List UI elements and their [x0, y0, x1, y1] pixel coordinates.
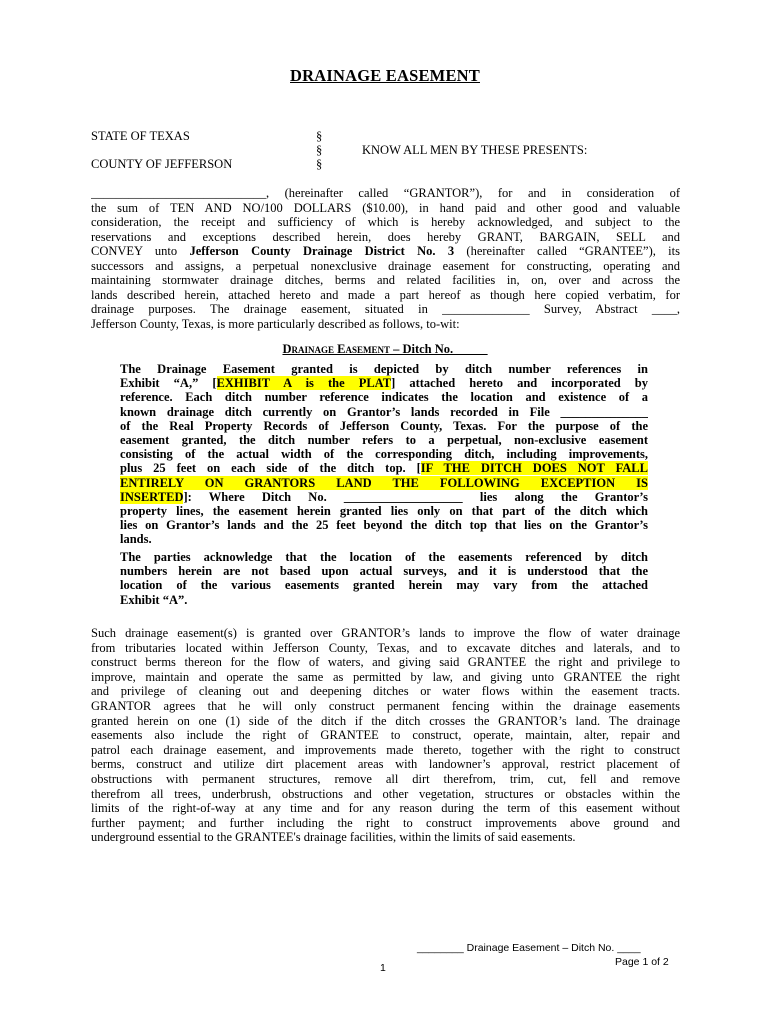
- text-line: and privilege of cleaning out and deepening ditches or water flows within the easement tracts.: [91, 684, 680, 699]
- text-line: successors and assigns, a perpetual nonexclusive drainage easement for constructing, operating and: [91, 258, 680, 273]
- document-title: DRAINAGE EASEMENT: [290, 66, 480, 85]
- text-line: of the Real Property Records of Jefferson County, Texas. For the purpose of the: [120, 418, 648, 433]
- text-line: the sum of TEN AND NO/100 DOLLARS ($10.00), in hand paid and other good and valuable: [91, 200, 680, 215]
- text-line: The Drainage Easement granted is depicted by ditch number references in: [120, 362, 648, 376]
- text-line: underground essential to the GRANTEE's drainage facilities, within the limits of said easements.: [91, 830, 576, 845]
- text-line: Jefferson County, Texas, is more particularly described as follows, to-wit:: [91, 316, 460, 331]
- text-line: construct berms thereon for the flow of waters, and giving said GRANTEE the right and privilege to: [91, 655, 680, 670]
- subheading-suffix: – Ditch No. _____: [389, 342, 488, 356]
- text-line: from tributaries located within Jefferson County, Texas, and to excavate ditches and laterals, and to: [91, 640, 680, 655]
- section-symbol: §: [316, 143, 323, 157]
- text-line: granted herein on one (1) side of the ditch if the ditch crosses the GRANTOR’s land. The drainage: [91, 713, 680, 728]
- exhibit-highlight: EXHIBIT A is the PLAT: [216, 376, 392, 391]
- text-line: drainage purposes. The drainage easement, situated in ______________ Survey, Abstract ____,: [91, 302, 680, 316]
- convey-unto: CONVEY unto: [91, 244, 190, 258]
- inserted-highlight: INSERTED: [120, 489, 184, 504]
- text-line: ____________________________, (hereinafter called “GRANTOR”), for and in consideration of: [91, 186, 680, 200]
- text-line: easement granted, the ditch number refers to a perpetual, non-exclusive easement: [120, 432, 648, 447]
- ditch-subheading: [0, 342, 770, 357]
- easement-terms-paragraph: [91, 626, 680, 845]
- text-line: [120, 476, 648, 490]
- exhibit-lead: Exhibit “A,” [: [120, 376, 217, 391]
- acknowledge-paragraph: [120, 550, 648, 607]
- text-line: reference. Each ditch number reference indicates the location and existence of a: [120, 390, 648, 405]
- grantee-tail: (hereinafter called “GRANTEE”), its: [454, 244, 680, 258]
- state-of-texas: STATE OF TEXAS: [91, 129, 190, 143]
- ditch-description: [120, 362, 648, 546]
- section-symbol: §: [316, 157, 323, 171]
- text-line: lies on Grantor’s lands and the 25 feet beyond the ditch top that lies on the Grantor’s: [120, 518, 648, 533]
- text-line: obstructions with permanent structures, remove all dirt therefrom, trim, cut, fell and remove: [91, 771, 680, 786]
- text-line: known drainage ditch currently on Grantor’s lands recorded in File ______________: [120, 404, 648, 419]
- text-line: reservations and exceptions described herein, does hereby GRANT, BARGAIN, SELL and: [91, 229, 680, 244]
- exception-highlight-cont: ENTIRELY ON GRANTORS LAND THE FOLLOWING EXCEPTION IS: [120, 475, 648, 490]
- text-line: lands.: [120, 532, 152, 547]
- text-line: lands described herein, attached hereto and made a part hereof as though here copied verbatim, for: [91, 287, 680, 302]
- text-line: Such drainage easement(s) is granted over GRANTOR’s lands to improve the flow of water drainage: [91, 626, 680, 640]
- footer-page-of: Page 1 of 2: [615, 956, 669, 968]
- grant-paragraph: [91, 186, 680, 331]
- text-line: [120, 461, 648, 475]
- text-line: Exhibit “A”.: [120, 592, 188, 607]
- exhibit-tail: ] attached hereto and incorporated by: [391, 376, 648, 391]
- plus-25-feet: plus 25 feet on each side of the ditch top. [: [120, 461, 421, 476]
- county-of-jefferson: COUNTY OF JEFFERSON: [91, 157, 233, 171]
- text-line: numbers herein are not based upon actual surveys, and it is understood that the: [120, 564, 648, 579]
- grantee-name: Jefferson County Drainage District No. 3: [189, 244, 455, 258]
- page-number: 1: [380, 962, 386, 974]
- text-line: further payment; and further including the right to construct improvements above ground and: [91, 815, 680, 830]
- text-line: limits of the right-of-way at any time and for any reason during the term of this easement without: [91, 801, 680, 816]
- section-symbol: §: [316, 129, 323, 143]
- inserted-tail: ]: Where Ditch No. ___________________ lies along the Grantor’s: [183, 489, 648, 504]
- text-line: improve, maintain and operate the same as permitted by law, and giving unto GRANTEE the right: [91, 669, 680, 684]
- text-line: maintaining stormwater drainage ditches, berms and related facilities in, on, over and across the: [91, 273, 680, 287]
- text-line: consideration, the receipt and sufficiency of which is hereby acknowledged, and subject to the: [91, 215, 680, 229]
- footer-ditch-label: ________ Drainage Easement – Ditch No. ____: [417, 942, 641, 954]
- text-line: property lines, the easement herein granted lies only on that part of the ditch which: [120, 503, 648, 518]
- text-line: location of the various easements granted herein may vary from the attached: [120, 578, 648, 593]
- know-all-men: KNOW ALL MEN BY THESE PRESENTS:: [362, 143, 588, 157]
- text-line: berms, construct and utilize dirt placement areas with landowner’s approval, restrict placement of: [91, 757, 680, 772]
- text-line: GRANTOR agrees that he will only construct permanent fencing within the drainage easements: [91, 698, 680, 713]
- text-line: consisting of the actual width of the corresponding ditch, including improvements,: [120, 447, 648, 462]
- text-line: [91, 244, 680, 259]
- subheading-prefix: Drainage Easement: [282, 342, 390, 356]
- text-line: [120, 376, 648, 390]
- exception-highlight: IF THE DITCH DOES NOT FALL: [420, 461, 648, 476]
- text-line: therefrom all trees, underbrush, obstructions and other vegetation, structures or obstacles within the: [91, 786, 680, 801]
- text-line: [120, 490, 648, 504]
- text-line: The parties acknowledge that the location of the easements referenced by ditch: [120, 550, 648, 564]
- text-line: easements also include the right of GRANTEE to construct, operate, maintain, alter, repair and: [91, 728, 680, 743]
- text-line: patrol each drainage easement, and improvements made thereto, together with the right to construct: [91, 742, 680, 757]
